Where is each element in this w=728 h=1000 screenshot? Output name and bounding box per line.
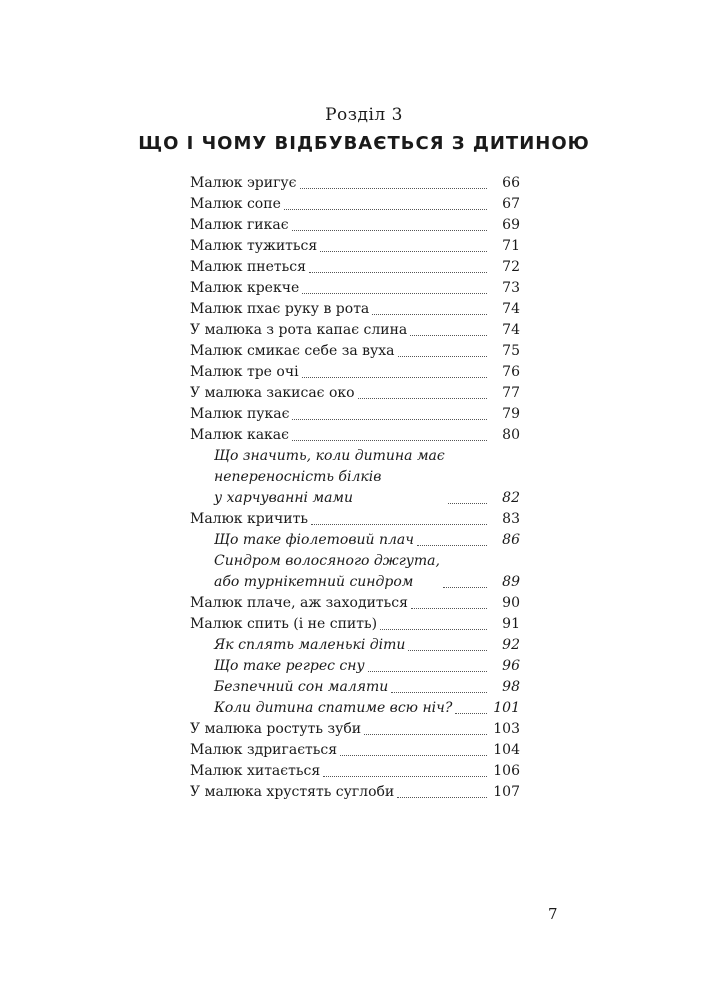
- toc-entry-title: Малюк здригається: [190, 742, 338, 758]
- toc-entry-title: Малюк эригує: [190, 175, 297, 191]
- toc-entry-page: 106: [493, 763, 520, 779]
- toc-leader-dots: [398, 356, 488, 357]
- toc-leader-dots: [302, 293, 487, 294]
- toc-entry-title: Малюк плаче, аж заходиться: [190, 595, 408, 611]
- toc-entry-title: Малюк какає: [190, 427, 289, 443]
- toc-leader-dots: [368, 671, 487, 672]
- toc-entry-page: 107: [493, 784, 520, 800]
- toc-entry-title: Малюк тужиться: [190, 238, 318, 254]
- toc-entry: [190, 425, 520, 446]
- table-of-contents: [190, 173, 520, 803]
- toc-entry-page: 66: [502, 175, 520, 191]
- toc-entry-title: Малюк кричить: [190, 511, 308, 527]
- toc-leader-dots: [302, 377, 487, 378]
- toc-entry: [190, 782, 520, 803]
- toc-entry-page: 83: [502, 511, 520, 527]
- toc-entry: [190, 299, 520, 320]
- toc-entry-page: 101: [493, 700, 520, 716]
- toc-leader-dots: [411, 608, 487, 609]
- toc-leader-dots: [292, 440, 487, 441]
- toc-entry-page: 98: [502, 679, 520, 695]
- toc-entry-page: 104: [493, 742, 520, 758]
- toc-entry-page: 82: [502, 490, 520, 506]
- chapter-title: ЩО І ЧОМУ ВІДБУВАЄТЬСЯ З ДИТИНОЮ: [138, 133, 590, 154]
- toc-entry-title: Малюк пукає: [190, 406, 290, 422]
- toc-entry: [190, 341, 520, 362]
- toc-entry-title: Малюк спить (і не спить): [190, 616, 378, 632]
- toc-entry-page: 76: [502, 364, 520, 380]
- toc-entry-title: Малюк крекче: [190, 280, 300, 296]
- toc-entry-title: У малюка з рота капає слина: [190, 322, 408, 338]
- toc-leader-dots: [448, 503, 487, 504]
- toc-leader-dots: [323, 776, 487, 777]
- toc-entry-title: Малюк пхає руку в рота: [190, 301, 370, 317]
- toc-entry: [190, 509, 520, 530]
- toc-entry-title: У малюка закисає око: [190, 385, 355, 401]
- toc-entry: [190, 173, 520, 194]
- toc-entry-page: 80: [502, 427, 520, 443]
- toc-entry-page: 74: [502, 322, 520, 338]
- toc-leader-dots: [397, 797, 487, 798]
- toc-entry-page: 71: [502, 238, 520, 254]
- toc-entry-title: Безпечний сон маляти: [214, 679, 389, 695]
- toc-entry-title: Малюк смикає себе за вуха: [190, 343, 395, 359]
- chapter-label: Розділ 3: [325, 105, 403, 125]
- toc-entry-title: Малюк пнеться: [190, 259, 306, 275]
- toc-subentry: [190, 446, 520, 509]
- toc-entry-title: Коли дитина спатиме всю ніч?: [214, 700, 453, 716]
- toc-entry-title: Синдром волосяного джгута, або турнікетний синдром: [214, 553, 440, 590]
- toc-leader-dots: [292, 419, 487, 420]
- toc-entry-page: 79: [502, 406, 520, 422]
- toc-entry-page: 74: [502, 301, 520, 317]
- toc-leader-dots: [340, 755, 487, 756]
- toc-entry: [190, 194, 520, 215]
- toc-entry-title: У малюка ростуть зуби: [190, 721, 362, 737]
- toc-entry: [190, 278, 520, 299]
- page-number: 7: [548, 905, 558, 923]
- toc-entry: [190, 740, 520, 761]
- toc-entry: [190, 719, 520, 740]
- toc-entry: [190, 383, 520, 404]
- toc-leader-dots: [358, 398, 487, 399]
- toc-entry: [190, 761, 520, 782]
- toc-leader-dots: [380, 629, 487, 630]
- toc-entry-title: Як сплять маленькі діти: [214, 637, 406, 653]
- toc-entry: [190, 362, 520, 383]
- toc-entry-page: 91: [502, 616, 520, 632]
- toc-entry-page: 96: [502, 658, 520, 674]
- toc-entry-title: Малюк сопе: [190, 196, 281, 212]
- toc-entry-page: 67: [502, 196, 520, 212]
- toc-leader-dots: [408, 650, 487, 651]
- toc-entry-page: 77: [502, 385, 520, 401]
- toc-entry-page: 90: [502, 595, 520, 611]
- toc-leader-dots: [372, 314, 487, 315]
- toc-leader-dots: [417, 545, 487, 546]
- toc-entry: [190, 215, 520, 236]
- toc-leader-dots: [292, 230, 487, 231]
- toc-subentry: [190, 551, 520, 593]
- toc-leader-dots: [391, 692, 487, 693]
- toc-entry-title: У малюка хрустять суглоби: [190, 784, 395, 800]
- toc-leader-dots: [455, 713, 487, 714]
- toc-entry-page: 103: [493, 721, 520, 737]
- toc-entry-title: Малюк хитається: [190, 763, 321, 779]
- toc-entry: [190, 320, 520, 341]
- toc-entry-page: 86: [502, 532, 520, 548]
- toc-leader-dots: [284, 209, 487, 210]
- toc-entry: [190, 404, 520, 425]
- toc-leader-dots: [309, 272, 487, 273]
- toc-entry-title: Малюк тре очі: [190, 364, 299, 380]
- toc-entry-page: 92: [502, 637, 520, 653]
- toc-leader-dots: [364, 734, 487, 735]
- toc-entry: [190, 593, 520, 614]
- toc-entry-title: Що таке регрес сну: [214, 658, 365, 674]
- toc-subentry: [190, 656, 520, 677]
- toc-entry-page: 72: [502, 259, 520, 275]
- toc-leader-dots: [443, 587, 487, 588]
- toc-subentry: [190, 677, 520, 698]
- toc-subentry: [190, 698, 520, 719]
- toc-entry-title: Що значить, коли дитина має непереносність білків у харчуванні мами: [214, 448, 445, 506]
- toc-leader-dots: [320, 251, 487, 252]
- toc-entry-title: Малюк гикає: [190, 217, 289, 233]
- toc-leader-dots: [300, 188, 487, 189]
- toc-entry-title: Що таке фіолетовий плач: [214, 532, 414, 548]
- toc-entry: [190, 236, 520, 257]
- toc-entry-page: 69: [502, 217, 520, 233]
- toc-subentry: [190, 635, 520, 656]
- toc-entry-page: 75: [502, 343, 520, 359]
- toc-entry: [190, 614, 520, 635]
- toc-subentry: [190, 530, 520, 551]
- toc-entry-page: 73: [502, 280, 520, 296]
- toc-leader-dots: [311, 524, 487, 525]
- toc-entry-page: 89: [502, 574, 520, 590]
- toc-entry: [190, 257, 520, 278]
- toc-leader-dots: [410, 335, 487, 336]
